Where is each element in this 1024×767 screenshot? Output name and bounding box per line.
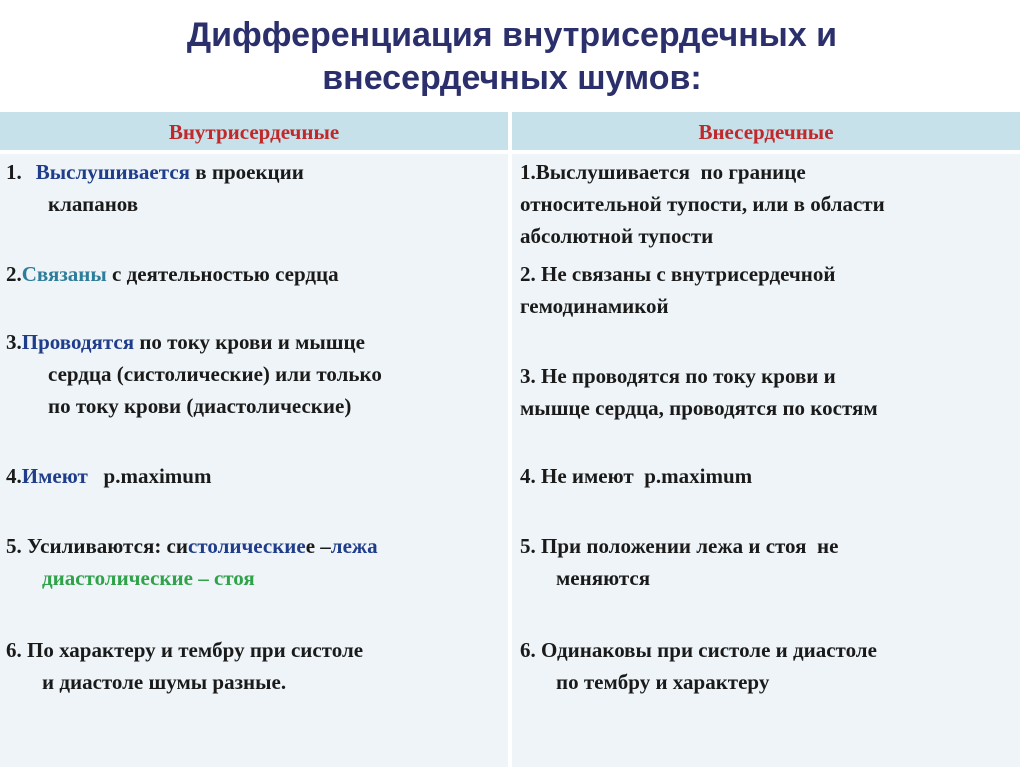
right-item-4 [520,460,1020,492]
right-item-3-line-2: мышце сердца, проводятся по костям [520,396,878,420]
left-item-2-line-1 [6,258,506,290]
left-item-6-line-1: 6. По характеру и тембру при систоле [6,638,364,662]
left-item-1-line-2: клапанов [48,192,139,216]
title-line-1: Дифференциация внутрисердечных и [186,16,838,54]
header-intracardiac: Внутрисердечные [0,110,508,152]
left-item-5 [6,530,506,594]
title-line-2: внесердечных шумов: [322,59,702,97]
left-item-5-line-1 [6,530,506,562]
left-item-2-number: 2. [6,262,22,286]
left-item-3-keyword: Проводятся [21,330,135,354]
left-item-5-keyword-lying: лежа [330,534,378,558]
left-item-4-keyword: Имеют [21,464,88,488]
right-item-1-line-1: 1.Выслушивается по границе [520,160,806,184]
left-item-3 [6,326,506,422]
right-item-6-line-2: по тембру и характеру [556,670,770,694]
right-item-6 [520,634,1020,698]
left-item-2-text: с деятельностью сердца [106,262,339,286]
left-item-5-line-2: диастолические – стоя [42,566,255,590]
right-column [512,150,1020,767]
left-item-4 [6,460,506,492]
right-item-3-line-1: 3. Не проводятся по току крови и [520,364,836,388]
right-item-5-line-1: 5. При положении лежа и стоя не [520,534,839,558]
left-column [0,150,508,767]
slide-title [0,0,1024,108]
right-item-1-line-3: абсолютной тупости [520,224,714,248]
right-item-5-line-2: меняются [556,566,651,590]
right-item-6-line-1: 6. Одинаковы при систоле и диастоле [520,638,877,662]
left-item-5-keyword-systolic: столические [187,534,306,558]
right-item-2 [520,258,1020,322]
left-item-3-line-2: сердца (систолические) или только [48,362,382,386]
left-item-6 [6,634,506,698]
left-item-4-text: p.maximum [87,464,212,488]
left-item-3-text: по току крови и мышце [134,330,365,354]
right-item-2-line-1: 2. Не связаны с внутрисердечной [520,262,836,286]
header-extracardiac: Внесердечные [512,110,1020,152]
left-item-1-line-1 [6,156,506,188]
left-item-3-line-3: по току крови (диастолические) [48,394,352,418]
right-item-1-line-2: относительной тупости, или в области [520,192,885,216]
right-item-1 [520,156,1020,252]
left-item-2-keyword: Связаны [21,262,107,286]
left-item-1-keyword: Выслушивается [35,160,190,184]
left-item-3-line-1 [6,326,506,358]
left-item-1-text: в проекции [190,160,304,184]
left-item-1-number: 1. [6,160,22,184]
right-item-3 [520,360,1020,424]
comparison-table [0,110,1020,767]
left-item-5-mid: е – [305,534,331,558]
left-item-3-number: 3. [6,330,22,354]
right-item-4-line-1: 4. Не имеют p.maximum [520,464,753,488]
left-item-6-line-2: и диастоле шумы разные. [42,670,287,694]
left-item-4-number: 4. [6,464,22,488]
left-item-5-lead: 5. Усиливаются: си [6,534,188,558]
left-item-1 [6,156,506,220]
right-item-2-line-2: гемодинамикой [520,294,669,318]
left-item-2 [6,258,506,290]
right-item-5 [520,530,1020,594]
left-item-4-line-1 [6,460,506,492]
